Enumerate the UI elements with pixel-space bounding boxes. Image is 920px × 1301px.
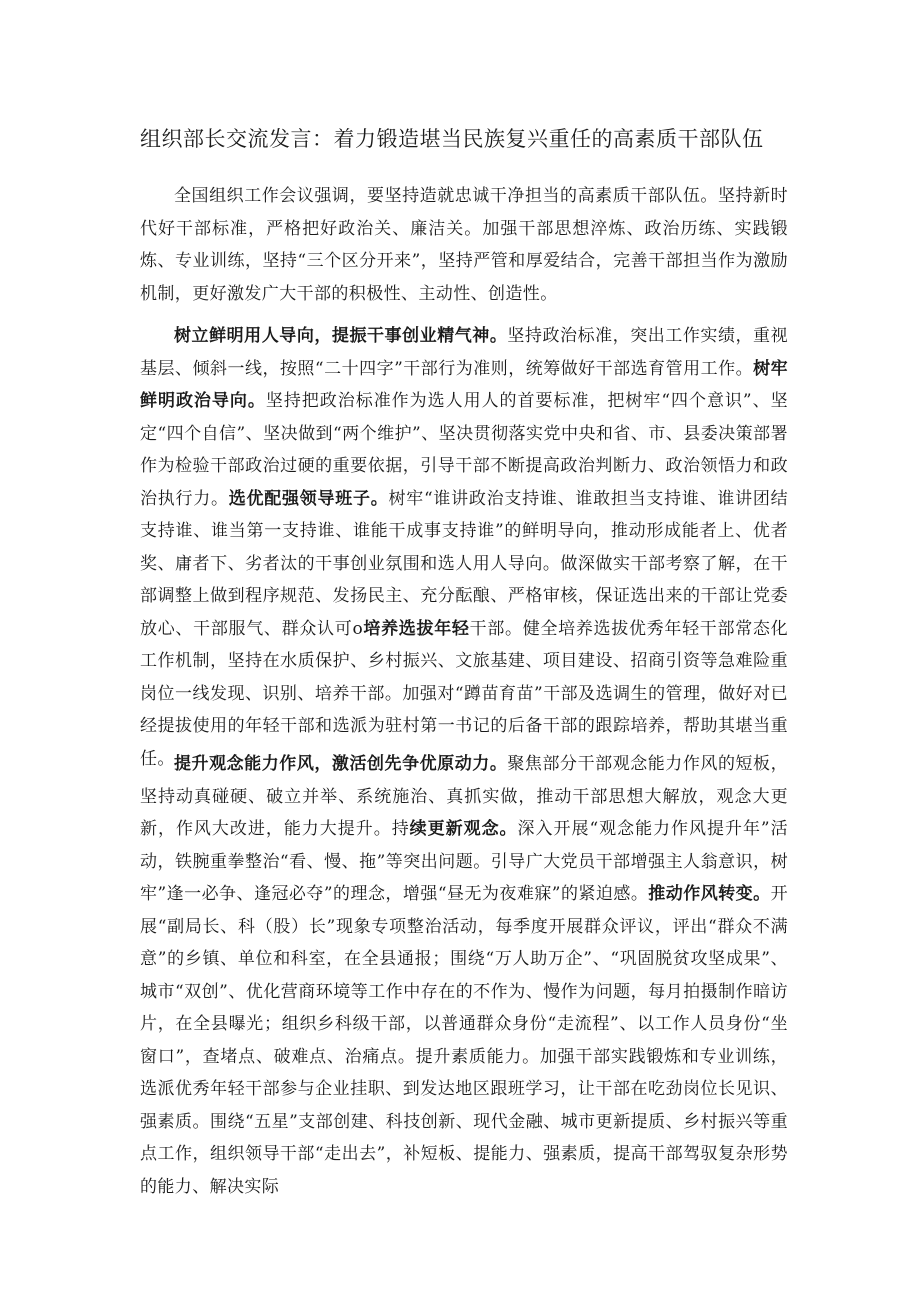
section-heading: 树立鲜明用人导向，提振干事创业精气神。 — [174, 326, 508, 346]
paragraph-text: 坚持把政治标准作为选人用人的首要标准，把树牢“四个意识”、坚定“四个自信”、坚决做到“两个维护”、坚决贯彻落实党中央和省、市、县委决策部署作为检验干部政治过硬的重要依据，引导干部不断提高政治判断力、政治领悟力和政治执行力。 — [140, 391, 788, 509]
subsection-heading: 选优配强领导班子。 — [228, 488, 389, 509]
paragraph-capability — [140, 748, 788, 1203]
paragraph-text: 树牢“谁讲政治支持谁、谁敢担当支持谁、谁讲团结支持谁、谁当第一支持谁、谁能干成事支持谁”的鲜明导向，推动形成能者上、优者奖、庸者下、劣者汰的干事创业氛围和选人用人导向。做深做实干部考察了解，在干部调整上做到程序规范、发扬民主、充分酝酿、严格审核，保证选出来的干部让党委放心、干部服气、群众认可o — [140, 488, 789, 639]
paragraph-text: 开展“副局长、科（股）长”现象专项整治活动，每季度开展群众评议，评出“群众不满意”的乡镇、单位和科室，在全县通报；围绕“万人助万企”、“巩固脱贫攻坚成果”、城市“双创”、优化营商环境等工作中存在的不作为、慢作为问题，每月拍摄制作暗访片，在全县曝光；组织乡科级干部，以普通群众身份“走流程”、以工作人员身份“坐窗口”，查堵点、破难点、治痛点。提升素质能力。加强干部实践锻炼和专业训练，选派优秀年轻干部参与企业挂职、到发达地区跟班学习，让干部在吃劲岗位长见识、强素质。围绕“五星”支部创建、科技创新、现代金融、城市更新提质、乡村振兴等重点工作，组织领导干部“走出去”，补短板、提能力、强素质，提高干部驾驭复杂形势的能力、解决实际 — [140, 884, 788, 1197]
subsection-heading: 续更新观念。 — [409, 819, 518, 839]
paragraph-text: 干部。健全培养选拔优秀年轻干部常态化工作机制，坚持在水质保护、乡村振兴、文旅基建、项目建设、招商引资等急难险重岗位一线发现、识别、培养干部。加强对“蹲苗育苗”干部及选调生的管理，做好对已经提拔使用的年轻干部和选派为驻村第一书记的后备干部的跟踪培养，帮助其堪当重任。 — [140, 618, 788, 769]
subsection-heading: 树牢鲜明政治导向。 — [140, 358, 789, 411]
document-title: 组织部长交流发言：着力锻造堪当民族复兴重任的高素质干部队伍 — [140, 127, 764, 151]
paragraph-text: 聚焦部分干部观念能力作风的短板，坚持动真碰硬、破立并举、系统施治、真抓实做，推动干部思想大解放，观念大更新，作风大改进，能力大提升。持 — [140, 754, 788, 839]
paragraph-intro — [140, 180, 788, 310]
section-heading: 提升观念能力作风，激活创先争优原动力。 — [174, 754, 508, 774]
paragraph-selection — [140, 320, 788, 775]
subsection-heading: 推动作风转变。 — [648, 884, 771, 904]
subsection-heading: 培养选拔年轻 — [363, 618, 470, 639]
paragraph-text: 深入开展“观念能力作风提升年”活动，铁腕重拳整治“看、慢、拖”等突出问题。引导广大党员干部增强主人翁意识，树牢”逢一必争、逢冠必夺”的理念，增强“昼无为夜难寐”的紧迫感。 — [140, 819, 788, 904]
paragraph-text: 全国组织工作会议强调，要坚持造就忠诚干净担当的高素质干部队伍。坚持新时代好干部标准，严格把好政治关、廉洁关。加强干部思想淬炼、政治历练、实践锻炼、专业训练，坚持“三个区分开来”，坚持严管和厚爱结合，完善干部担当作为激励机制，更好激发广大干部的积极性、主动性、创造性。 — [140, 186, 788, 304]
paragraph-text: 坚持政治标准，突出工作实绩，重视基层、倾斜一线，按照“二十四字”干部行为准则，统筹做好干部选育管用工作。 — [140, 326, 788, 379]
